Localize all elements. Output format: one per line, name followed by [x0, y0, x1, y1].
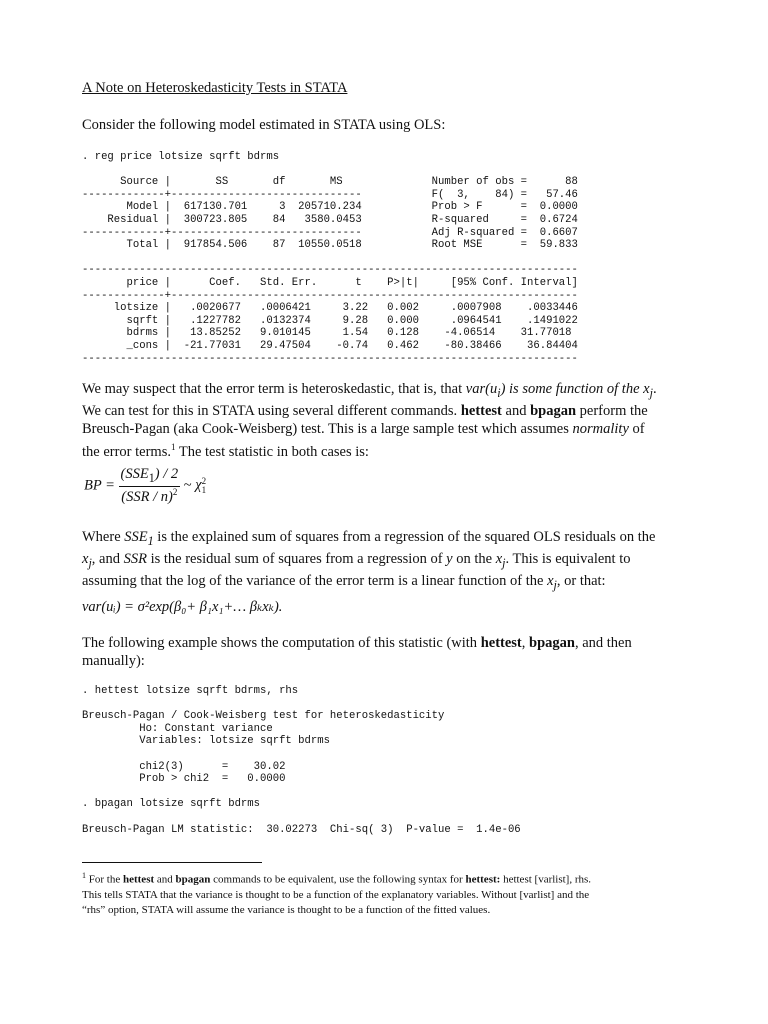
bpagan-keyword: bpagan	[529, 635, 575, 651]
bp-denominator	[119, 487, 181, 506]
hettest-keyword: hettest	[480, 635, 522, 651]
text: commands to be equivalent, use the following syntax for	[210, 873, 466, 886]
text: and	[154, 873, 176, 886]
text: . This is equivalent to	[505, 550, 631, 567]
subscript: j	[553, 577, 557, 592]
x-var: x	[82, 550, 89, 567]
x-var: x	[547, 572, 554, 589]
subscript: j	[502, 555, 506, 570]
paragraph-where	[82, 528, 682, 594]
var-term: var(u	[465, 381, 498, 397]
text: We can test for this in STATA using several different commands.	[82, 402, 461, 419]
text: The test statistic in both cases is:	[175, 443, 369, 460]
hettest-keyword: hettest	[460, 402, 502, 419]
x-var: x	[643, 381, 650, 397]
y-var: y	[446, 550, 453, 567]
para3-line1	[82, 634, 682, 652]
text: of	[628, 420, 645, 437]
text: , or that:	[556, 572, 606, 589]
text: is the explained sum of squares from a regression of the squared OLS residuals on the	[153, 529, 656, 545]
text: , and	[91, 550, 124, 567]
text: For the	[86, 873, 123, 886]
x-var: x	[495, 550, 503, 567]
text: The following example shows the computation of this statistic (with	[82, 635, 481, 651]
text: ) / 2	[154, 466, 179, 482]
text: the error terms.	[82, 443, 171, 460]
subscript: j	[88, 555, 92, 570]
footnote-line2: This tells STATA that the variance is thought to be a function of the explanatory variables. Without [varlist] and the	[82, 888, 590, 901]
footnote-divider	[82, 862, 262, 863]
text: , and then	[574, 635, 632, 651]
bp-fraction	[119, 466, 181, 506]
para1-line2	[82, 402, 682, 420]
chi-symbol: χ	[195, 477, 202, 494]
text: (SSE	[120, 466, 149, 482]
footnote-line1	[82, 868, 682, 888]
superscript: 2	[172, 486, 178, 497]
subscript: 1	[148, 470, 155, 485]
text: Where	[82, 529, 125, 545]
footnote-line3: “rhs” option, STATA will assume the variance is thought to be a function of the fitted values.	[82, 903, 491, 916]
subscript: 1	[201, 484, 207, 495]
para3-line2: manually):	[82, 653, 145, 669]
text: perform the	[576, 402, 648, 419]
hettest-output: . hettest lotsize sqrft bdrms, rhs Breusch-Pagan / Cook-Weisberg test for heteroskedasticity Ho: Constant variance Variables: lotsize sqrft bdrms chi2(3) = 30.02 Prob > chi2 = 0.0000 . bpagan lotsize sqrft bdrms Breusch-Pagan LM statistic: 30.02273 Chi-sq( 3) P-value = 1.4e-06	[82, 685, 521, 836]
superscript: 2	[201, 475, 207, 486]
para1-line4	[82, 438, 682, 461]
text: ,	[521, 635, 530, 651]
text: .	[652, 381, 657, 397]
subscript: 1	[147, 533, 154, 548]
text: ) is some function of the	[500, 381, 644, 397]
variance-formula: var(uᵢ) = σ²exp(β₀+ β₁x₁+… βₖxₖ).	[82, 599, 283, 615]
ssr-term: SSR	[123, 550, 147, 567]
para2-line1	[82, 528, 682, 550]
text: We may suspect that the error term is heteroskedastic, that is, that	[82, 381, 466, 397]
hettest-keyword: hettest	[122, 873, 155, 886]
chi-square	[195, 477, 206, 493]
sse-term: SSE	[124, 529, 148, 545]
text: is the residual sum of squares from a regression of	[146, 550, 447, 567]
text: hettest [varlist], rhs.	[500, 873, 592, 886]
text: assuming that the log of the variance of the error term is a linear function of the	[82, 572, 548, 589]
bpagan-keyword: bpagan	[530, 402, 577, 419]
tilde: ~	[183, 477, 192, 494]
subscript: i	[497, 385, 501, 400]
bp-lhs: BP =	[84, 477, 115, 494]
bpagan-keyword: bpagan	[175, 873, 211, 886]
intro-paragraph: Consider the following model estimated in STATA using OLS:	[82, 117, 446, 133]
page-title: A Note on Heteroskedasticity Tests in STATA	[82, 80, 348, 96]
text: and	[501, 402, 531, 419]
bp-numerator	[119, 466, 181, 487]
footnote	[82, 868, 682, 918]
paragraph-heteroskedasticity	[82, 380, 682, 461]
text: (SSR / n)	[121, 488, 173, 505]
footnote-marker: 1	[170, 441, 176, 452]
para1-line3	[82, 420, 682, 438]
bp-formula	[84, 466, 206, 506]
regression-output: . reg price lotsize sqrft bdrms Source | SS df MS Number of obs = 88 -------------+------------------------------ F( 3, 84) = 57.46 Model | 617130.701 3 205710.234 Prob > F = 0.0000 Residual | 300723.805 84 3580.0453 R-squared = 0.6724 -------------+------------------------------ Adj R-squared = 0.6607 Total | 917854.506 87 10550.0518 Root MSE = 59.833 ------------------------------------------------------------------------------ price | Coef. Std. Err. t P>|t| [95% Conf. Interval] -------------+---------------------------------------------------------------- lotsize | .0020677 .0006421 3.22 0.002 .0007908 .0033446 sqrft | .1227782 .0132374 9.28 0.000 .0964541 .1491022 bdrms | 13.85252 9.010145 1.54 0.128 -4.06514 31.77018 _cons | -21.77031 29.47504 -0.74 0.462 -80.38466 36.84404 ------------------------------------------------------------------------------	[82, 151, 578, 365]
subscript: j	[649, 385, 653, 400]
para1-line1	[82, 380, 682, 402]
para2-line3	[82, 572, 682, 594]
para2-line2	[82, 550, 682, 572]
hettest-keyword: hettest:	[465, 873, 501, 886]
normality-emphasis: normality	[572, 420, 629, 437]
text: on the	[452, 550, 496, 567]
text: Breusch-Pagan (aka Cook-Weisberg) test. This is a large sample test which assumes	[82, 420, 573, 437]
paragraph-example	[82, 634, 682, 670]
footnote-marker: 1	[82, 871, 86, 880]
